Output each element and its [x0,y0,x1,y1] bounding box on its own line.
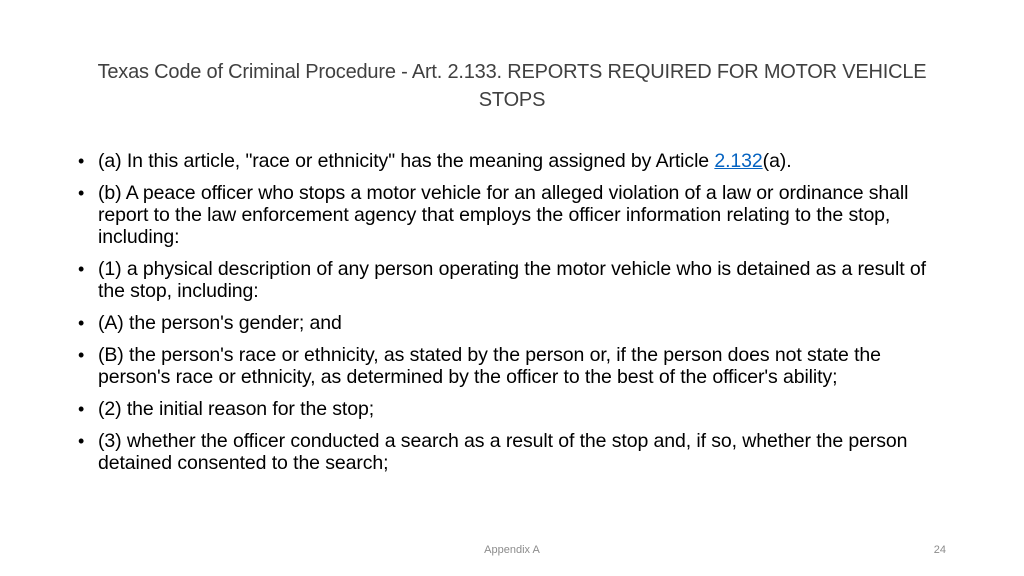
bullet-item: • (b) A peace officer who stops a motor vehicle for an alleged violation of a law or ordinance shall report to the law enforcement agency that employs the officer information relating to the stop, including: [78,182,958,248]
page-number: 24 [933,544,946,556]
footer-label: Appendix A [484,544,540,556]
bullet-item: • (3) whether the officer conducted a search as a result of the stop and, if so, whether the person detained consented to the search; [78,430,958,474]
bullet-item: • (B) the person's race or ethnicity, as stated by the person or, if the person does not state the person's race or ethnicity, as determined by the officer to the best of the officer's ability; [78,344,958,388]
bullet-item: • (1) a physical description of any person operating the motor vehicle who is detained as a result of the stop, including: [78,258,958,302]
bullet-text-suffix: (a). [762,150,792,172]
bullet-item [78,150,958,172]
slide-title: Texas Code of Criminal Procedure - Art. 2.133. REPORTS REQUIRED FOR MOTOR VEHICLE STOPS [97,61,927,111]
bullet-text-prefix: (a) In this article, "race or ethnicity" has the meaning assigned by Article [98,150,715,172]
bullet-item: • (A) the person's gender; and [78,312,958,334]
bullet-list [78,150,958,484]
bullet-item: • (2) the initial reason for the stop; [78,398,958,420]
article-link[interactable]: 2.132 [714,150,763,172]
